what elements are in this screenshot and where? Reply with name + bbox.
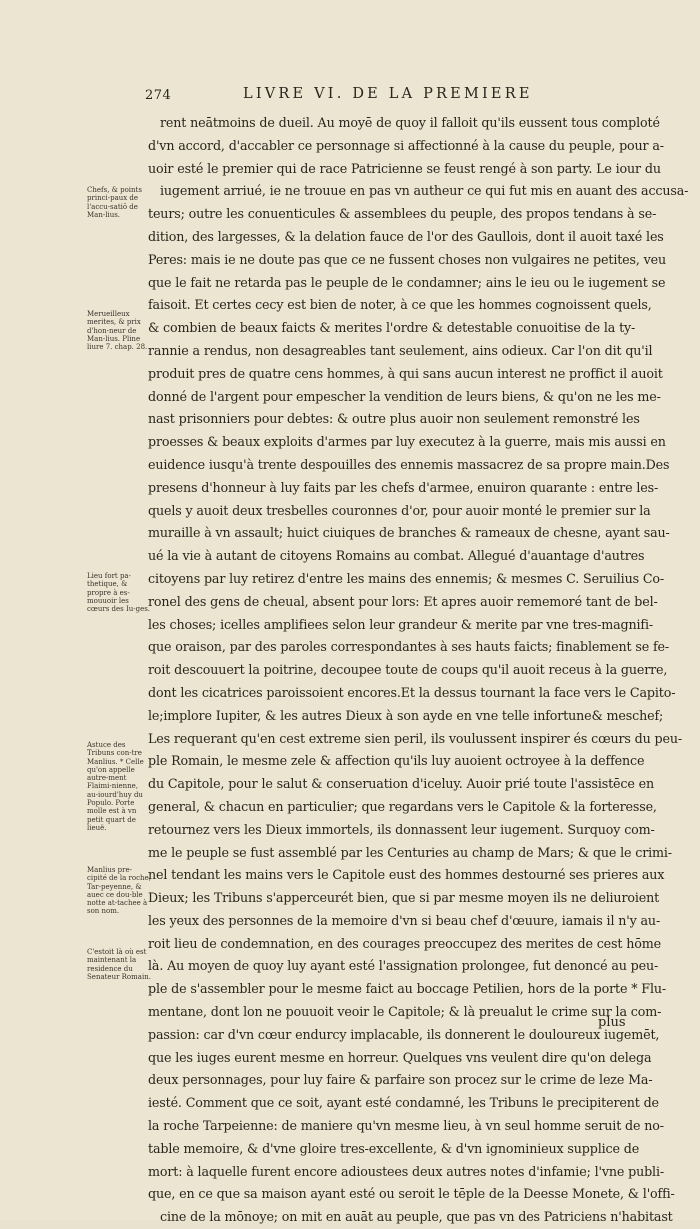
text-line: proesses & beaux exploits d'armes par luy executez à la guerre, mais mis aussi en	[148, 434, 666, 450]
text-line: que, en ce que sa maison ayant esté ou seroit le tēple de la Deesse Monete, & l'offi-	[148, 1186, 675, 1202]
text-line: nast prisonniers pour debtes: & outre plus auoir non seulement remonstré les	[148, 411, 640, 427]
margin-note: Lieu fort pa-thetique, & propre à es-mouuoir les cœurs des Iu-ges.	[87, 572, 151, 614]
text-line: dont les cicatrices paroissoient encores.Et la dessus tournant la face vers le Capito-	[148, 684, 676, 700]
margin-note: Astuce des Tribuns con-tre Manlius. * Celle qu'on appelle autre-ment Flaimi-nienne, au-iourd'huy du Populo. Porte molle est à vn petit quart de lieuë.	[87, 741, 144, 832]
text-line: d'vn accord, d'accabler ce personnage si affectionné à la cause du peuple, pour a-	[148, 137, 664, 153]
text-line: mentane, dont lon ne pouuoit veoir le Capitole; & là preualut le crime sur la com-	[148, 1004, 662, 1020]
page-number: 274	[145, 88, 172, 103]
text-line: dition, des largesses, & la delation fauce de l'or des Gaullois, dont il auoit taxé les	[148, 228, 664, 244]
text-line: roit descouuert la poitrine, decoupee toute de coups qu'il auoit receus à la guerre,	[148, 662, 668, 678]
text-line: citoyens par luy retirez d'entre les mains des ennemis; & mesmes C. Seruilius Co-	[148, 570, 665, 586]
text-line: muraille à vn assault; huict ciuiques de branches & rameaux de chesne, ayant sau-	[148, 525, 670, 541]
text-line: rent neātmoins de dueil. Au moyē de quoy il falloit qu'ils eussent tous comploté	[160, 115, 660, 130]
text-line: produit pres de quatre cens hommes, à qui sans aucun interest ne proffict il auoit	[148, 365, 663, 381]
text-line: iesté. Comment que ce soit, ayant esté condamné, les Tribuns le precipiterent de	[148, 1095, 659, 1111]
text-line: ple de s'assembler pour le mesme faict au boccage Petilien, hors de la porte * Flu-	[148, 981, 667, 997]
catchword: plus	[598, 1015, 626, 1030]
text-line: general, & chacun en particulier; que regardans vers le Capitole & la forteresse,	[148, 798, 657, 814]
text-line: ple Romain, le mesme zele & affection qu'ils luy auoient octroyee à la deffence	[148, 753, 645, 769]
text-line: nel tendant les mains vers le Capitole eust des hommes destourné ses prieres aux	[148, 867, 665, 883]
text-line: Les requerant qu'en cest extreme sien peril, ils voulussent inspirer és cœurs du peu-	[148, 730, 683, 746]
text-line: passion: car d'vn cœur endurcy implacable, ils donnerent le douloureux iugemēt,	[148, 1026, 660, 1042]
text-line: retournez vers les Dieux immortels, ils donnassent leur iugement. Surquoy com-	[148, 821, 655, 837]
margin-note: Chefs, & points princi-paux de l'accu-satiō de Man-lius.	[87, 186, 142, 219]
text-line: rannie a rendus, non desagreables tant seulement, ains odieux. Car l'on dit qu'il	[148, 342, 653, 358]
margin-note: Merueilleux merites, & prix d'hon-neur de Man-lius. Pline liure 7. chap. 28.	[87, 310, 148, 352]
text-line: iugement arriué, ie ne trouue en pas vn autheur ce qui fut mis en auant des accusa-	[160, 183, 689, 199]
text-line: les choses; icelles amplifiees selon leur grandeur & merite par vne tres-magnifi-	[148, 616, 654, 632]
text-line: & combien de beaux faicts & merites l'ordre & detestable conuoitise de la ty-	[148, 320, 636, 336]
text-line: que oraison, par des paroles correspondantes à ses hauts faicts; finablement se fe-	[148, 639, 670, 655]
text-line: que le fait ne retarda pas le peuple de le condamner; ains le ieu ou le iugement se	[148, 274, 666, 290]
text-line: roit lieu de condemnation, en des courages preoccupez des merites de cest hōme	[148, 935, 661, 951]
text-line: ronel des gens de cheual, absent pour lors: Et apres auoir rememoré tant de bel-	[148, 593, 658, 609]
text-line: table memoire, & d'vne gloire tres-excellente, & d'vn ignominieux supplice de	[148, 1140, 640, 1156]
main-text	[148, 112, 689, 1229]
text-line: uoir esté le premier qui de race Patricienne se feust rengé à son party. Le iour du	[148, 160, 661, 176]
text-line: mort: à laquelle furent encore adioustees deux autres notes d'infamie; l'vne publi-	[148, 1163, 665, 1179]
text-line: presens d'honneur à luy faits par les chefs d'armee, enuiron quarante : entre les-	[148, 479, 659, 495]
text-line: Dieux; les Tribuns s'apperceurét bien, que si par mesme moyen ils ne deliuroient	[148, 890, 660, 906]
text-line: euidence iusqu'à trente despouilles des ennemis massacrez de sa propre main.Des	[148, 456, 670, 472]
text-line: cine de la mōnoye; on mit en auāt au peuple, que pas vn des Patriciens n'habitast	[160, 1209, 673, 1225]
page-header	[145, 86, 650, 108]
text-line: le;implore Iupiter, & les autres Dieux à son ayde en vne telle infortune& meschef;	[148, 707, 664, 723]
text-line: faisoit. Et certes cecy est bien de noter, à ce que les hommes cognoissent quels,	[148, 297, 652, 313]
text-line: que les iuges eurent mesme en horreur. Quelques vns veulent dire qu'on delega	[148, 1049, 652, 1065]
text-line: quels y auoit deux tresbelles couronnes d'or, pour auoir monté le premier sur la	[148, 502, 651, 518]
text-line: là. Au moyen de quoy luy ayant esté l'assignation prolongee, fut denoncé au peu-	[148, 958, 659, 974]
margin-note: C'estoit là où est maintenant la residence du Senateur Romain.	[87, 948, 151, 981]
text-line: Peres: mais ie ne doute pas que ce ne fussent choses non vulgaires ne petites, veu	[148, 251, 667, 267]
text-line: teurs; outre les conuenticules & assemblees du peuple, des propos tendans à se-	[148, 206, 657, 222]
text-line: deux personnages, pour luy faire & parfaire son procez sur le crime de leze Ma-	[148, 1072, 653, 1088]
text-line: du Capitole, pour le salut & conseruation d'iceluy. Auoir prié toute l'assistēce en	[148, 776, 654, 792]
text-line: me le peuple se fust assemblé par les Centuries au champ de Mars; & que le crimi-	[148, 844, 672, 860]
margin-note: Manlius pre-cipité de la roche, Tar-peyenne, & auec ce dou-ble notte at-tachee à son nom.	[87, 866, 151, 916]
text-line: les yeux des personnes de la memoire d'vn si beau chef d'œuure, iamais il n'y au-	[148, 912, 661, 928]
text-line: la roche Tarpeienne: de maniere qu'vn mesme lieu, à vn seul homme seruit de no-	[148, 1118, 664, 1134]
running-title: LIVRE VI. DE LA PREMIERE	[243, 86, 533, 102]
text-line: donné de l'argent pour empescher la vendition de leurs biens, & qu'on ne les me-	[148, 388, 661, 404]
text-line: ué la vie à autant de citoyens Romains au combat. Allegué d'auantage d'autres	[148, 548, 645, 564]
